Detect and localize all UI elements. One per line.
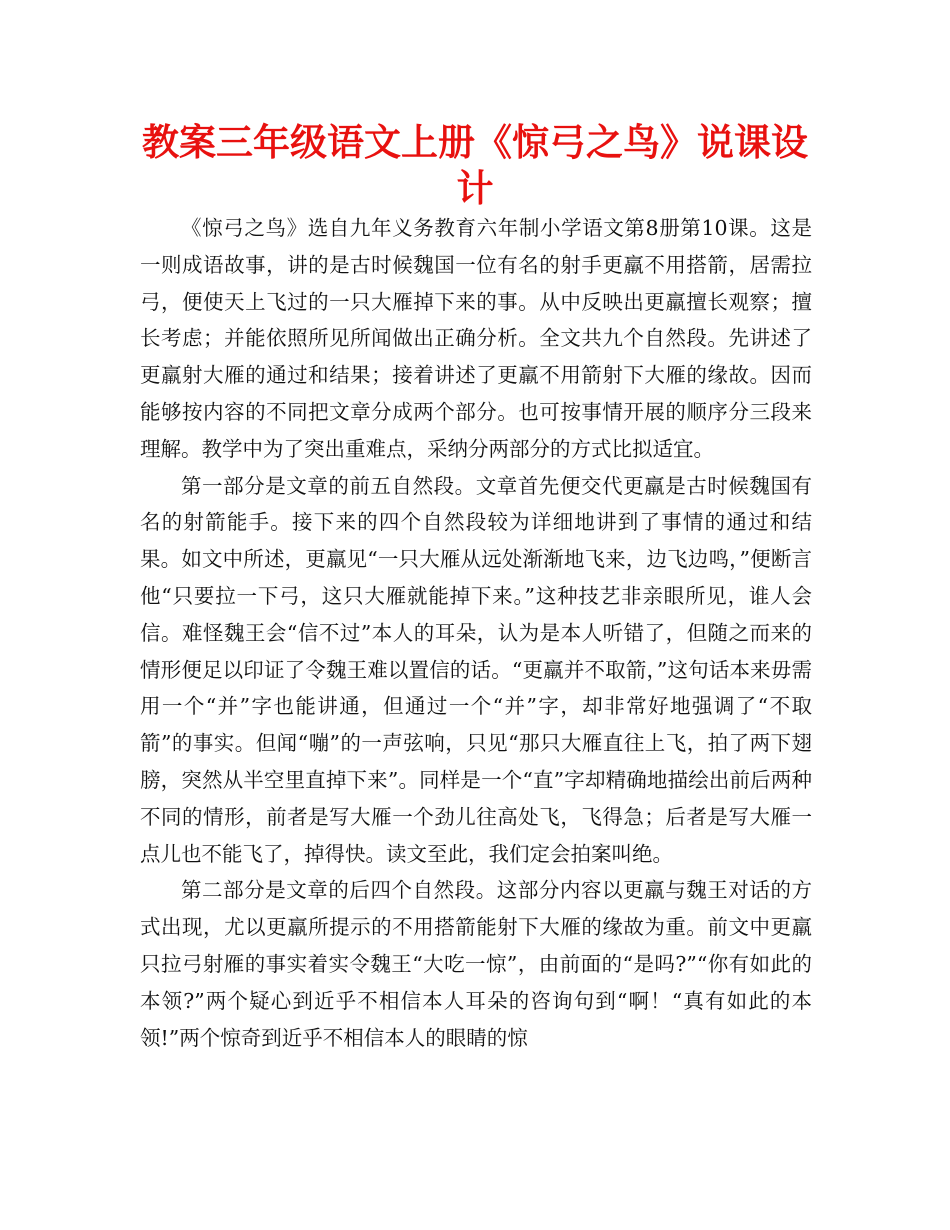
paragraph-part-one: 第一部分是文章的前五自然段。文章首先便交代更羸是古时候魏国有名的射箭能手。接下来的四个自然段较为详细地讲到了事情的通过和结果。如文中所述，更羸见“一只大雁从远处渐渐地飞来，边飞边鸣，”便断言他“只要拉一下弓，这只大雁就能掉下来。”这种技艺非亲眼所见，谁人会信。难怪魏王会“信不过”本人的耳朵，认为是本人听错了，但随之而来的情形便足以印证了令魏王难以置信的话。“更羸并不取箭，”这句话本来毋需用一个“并”字也能讲通，但通过一个“并”字，却非常好地强调了“不取箭”的事实。但闻“嘣”的一声弦响，只见“那只大雁直往上飞，拍了两下翅膀，突然从半空里直掉下来”。同样是一个“直”字却精确地描绘出前后两种不同的情形，前者是写大雁一个劲儿往高处飞，飞得急；后者是写大雁一点儿也不能飞了，掉得快。读文至此，我们定会拍案叫绝。	[140, 473, 812, 866]
paragraph-intro: 《惊弓之鸟》选自九年义务教育六年制小学语文第8册第10课。这是一则成语故事，讲的是古时候魏国一位有名的射手更羸不用搭箭，居需拉弓，便使天上飞过的一只大雁掉下来的事。从中反映出更羸擅长观察；擅长考虑；并能依照所见所闻做出正确分析。全文共九个自然段。先讲述了更羸射大雁的通过和结果；接着讲述了更羸不用箭射下大雁的缘故。因而能够按内容的不同把文章分成两个部分。也可按事情开展的顺序分三段来理解。教学中为了突出重难点，采纳分两部分的方式比拟适宜。	[140, 216, 812, 461]
document-body	[140, 210, 812, 1056]
document-title: 教案三年级语文上册《惊弓之鸟》说课设计	[142, 121, 808, 210]
paragraph-part-two: 第二部分是文章的后四个自然段。这部分内容以更羸与魏王对话的方式出现，尤以更羸所提示的不用搭箭能射下大雁的缘故为重。前文中更羸只拉弓射雁的事实着实令魏王“大吃一惊”，由前面的“是吗?”“你有如此的本领?”两个疑心到近乎不相信本人耳朵的咨询句到“啊！“真有如此的本领!”两个惊奇到近乎不相信本人的眼睛的惊	[140, 878, 812, 1050]
